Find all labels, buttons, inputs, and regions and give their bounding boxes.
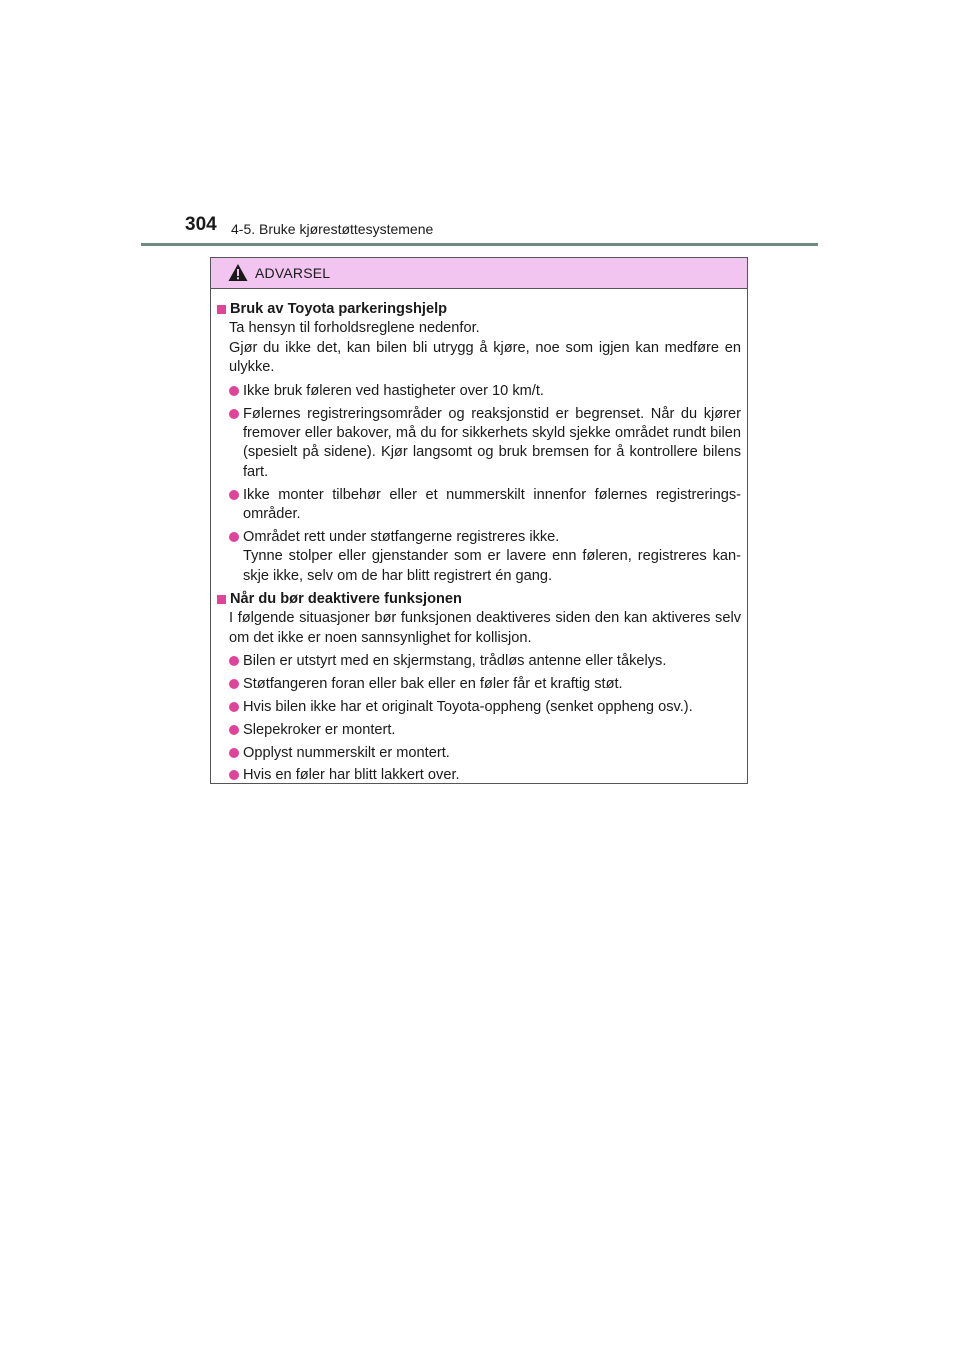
intro-line: Ta hensyn til forholdsreglene nedenfor. (229, 320, 480, 337)
list-item (229, 382, 741, 401)
list-item (229, 528, 741, 586)
list-item-text: Bilen er utstyrt med en skjermstang, trådløs antenne eller tåkelys. (243, 652, 667, 669)
section-title: 4-5. Bruke kjørestøttesystemene (231, 221, 434, 237)
section-heading-text: Når du bør deaktivere funksjonen (230, 590, 462, 607)
section-parking-assist (217, 300, 741, 586)
list-item (229, 698, 741, 717)
list-item-text: Opplyst nummerskilt er montert. (243, 744, 450, 761)
list-item (229, 486, 741, 525)
header-rule (141, 243, 818, 246)
list-item-text: Tynne stolper eller gjenstander som er lavere enn føleren, registreres kan-skje ikke, selv om de har blitt registrert én gang. (243, 548, 741, 584)
list-item-text: Hvis en føler har blitt lakkert over. (243, 767, 460, 784)
warning-triangle-icon (228, 263, 248, 282)
warning-header (211, 258, 747, 289)
list-item-text: Støtfangeren foran eller bak eller en føler får et kraftig støt. (243, 675, 623, 692)
round-bullet-icon (229, 386, 239, 396)
bullet-list (217, 382, 741, 587)
square-bullet-icon (217, 305, 226, 314)
section-heading (217, 590, 741, 609)
square-bullet-icon (217, 595, 226, 604)
list-item-text: Området rett under støtfangerne registreres ikke. (243, 528, 560, 545)
warning-body (211, 289, 747, 786)
round-bullet-icon (229, 656, 239, 666)
round-bullet-icon (229, 770, 239, 780)
intro-line: I følgende situasjoner bør funksjonen deaktiveres siden den kan aktiveres selv om det ikke er noen sannsynlighet for kollisjon. (229, 610, 741, 646)
list-item (229, 652, 741, 671)
round-bullet-icon (229, 679, 239, 689)
round-bullet-icon (229, 702, 239, 712)
list-item (229, 744, 741, 763)
list-item-text: Slepekroker er montert. (243, 721, 396, 738)
list-item-text: Hvis bilen ikke har et originalt Toyota-oppheng (senket oppheng osv.). (243, 698, 693, 715)
warning-label: ADVARSEL (255, 265, 331, 281)
bullet-list (217, 652, 741, 786)
list-item (229, 721, 741, 740)
list-item (229, 405, 741, 483)
round-bullet-icon (229, 532, 239, 542)
page-header (0, 0, 960, 250)
list-item-text: Ikke monter tilbehør eller et nummerskilt innenfor følernes registrerings-områder. (243, 486, 741, 523)
list-item-text: Ikke bruk føleren ved hastigheter over 10 km/t. (243, 382, 544, 399)
section-heading-text: Bruk av Toyota parkeringshjelp (230, 301, 448, 317)
round-bullet-icon (229, 409, 239, 419)
list-item (229, 766, 741, 785)
round-bullet-icon (229, 490, 239, 500)
page-number: 304 (185, 214, 217, 235)
warning-box (210, 257, 748, 784)
section-deactivate (217, 590, 741, 786)
section-heading (217, 300, 741, 319)
list-item-text: Følernes registreringsområder og reaksjonstid er begrenset. Når du kjører fremover eller bakover, må du for sikkerhets skyld sjekke området rundt bilen (spesielt på sidene). Kjør langsomt og bruk bremsen for å kontrollere bilens fart. (243, 405, 741, 480)
round-bullet-icon (229, 748, 239, 758)
list-item (229, 675, 741, 694)
round-bullet-icon (229, 725, 239, 735)
intro-line: Gjør du ikke det, kan bilen bli utrygg å kjøre, noe som igjen kan medføre en ulykke. (229, 339, 741, 376)
